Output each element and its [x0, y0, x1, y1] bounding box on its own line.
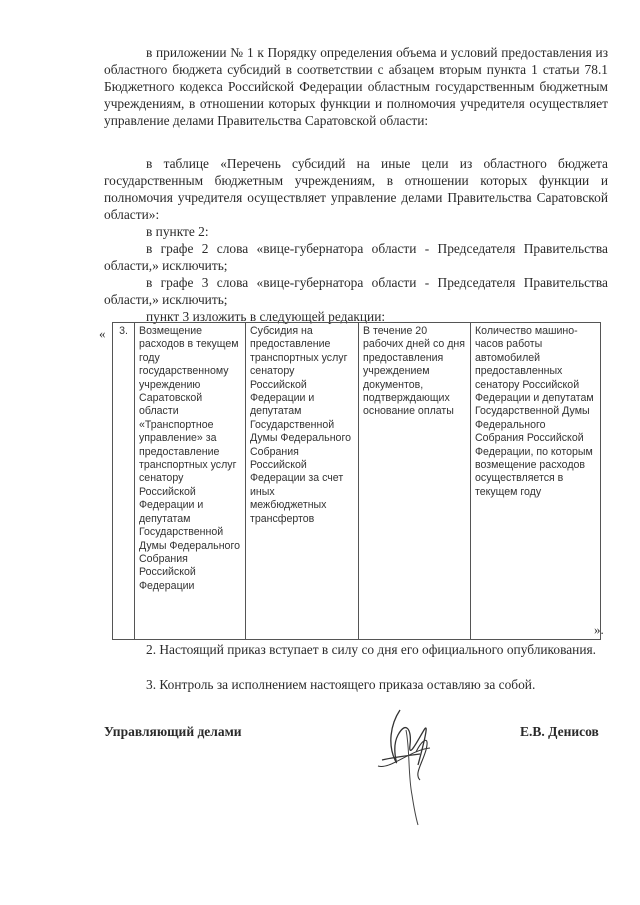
paragraph-appendix: в приложении № 1 к Порядку определения объема и условий предоставления из областного бюджета субсидий в соответствии с абзацем вторым пункта 1 статьи 78.1 Бюджетного кодекса Российской Федерации областным государственным бюджетным учреждениям, в отношении которых функции и полномочия учредителя осуществляет управление делами Правительства Саратовской области:: [104, 45, 608, 128]
quote-close: ».: [594, 622, 604, 637]
table-row: [113, 323, 601, 640]
paragraph-control: 3. Контроль за исполнением настоящего приказа оставляю за собой.: [146, 677, 536, 692]
subsidy-table: [112, 322, 601, 640]
paragraph-column-2: в графе 2 слова «вице-губернатора области - Председателя Правительства области,» исключить;: [104, 241, 608, 273]
table-cell-number: 3.: [113, 323, 135, 640]
table-cell-name: Возмещение расходов в текущем году государственному учреждению Саратовской области «Транспортное управление» за предоставление транспортных услуг сенатору Российской Федерации и депутатам Государственной Думы Федерального Собрания Российской Федерации: [135, 323, 246, 640]
paragraph-table-intro: в таблице «Перечень субсидий на иные цели из областного бюджета государственным бюджетным учреждениям, в отношении которых функции и полномочия учредителя осуществляет управление делами Правительства Саратовской области»:: [104, 156, 608, 222]
signatory-name: Е.В. Денисов: [520, 724, 599, 739]
table-cell-subsidy: Субсидия на предоставление транспортных услуг сенатору Российской Федерации и депутатам Государственной Думы Федерального Собрания Российской Федерации за счет иных межбюджетных трансфертов: [246, 323, 359, 640]
paragraph-column-3: в графе 3 слова «вице-губернатора области - Председателя Правительства области,» исключить;: [104, 275, 608, 307]
table-cell-indicator: Количество машино-часов работы автомобилей предоставленных сенатору Российской Федерации и депутатам Государственной Думы Федерального Собрания Российской Федерации, по которым возмещение расходов осуществляется в текущем году: [471, 323, 601, 640]
paragraph-effective-date: 2. Настоящий приказ вступает в силу со дня его официального опубликования.: [146, 642, 596, 657]
quote-open: «: [99, 326, 106, 341]
paragraph-item-2: в пункте 2:: [146, 224, 209, 239]
paragraph-item-3-intro: пункт 3 изложить в следующей редакции:: [146, 309, 386, 324]
signatory-position: Управляющий делами: [104, 724, 242, 739]
table-cell-term: В течение 20 рабочих дней со дня предоставления учреждением документов, подтверждающих основание оплаты: [359, 323, 471, 640]
handwritten-signature: [360, 690, 470, 830]
